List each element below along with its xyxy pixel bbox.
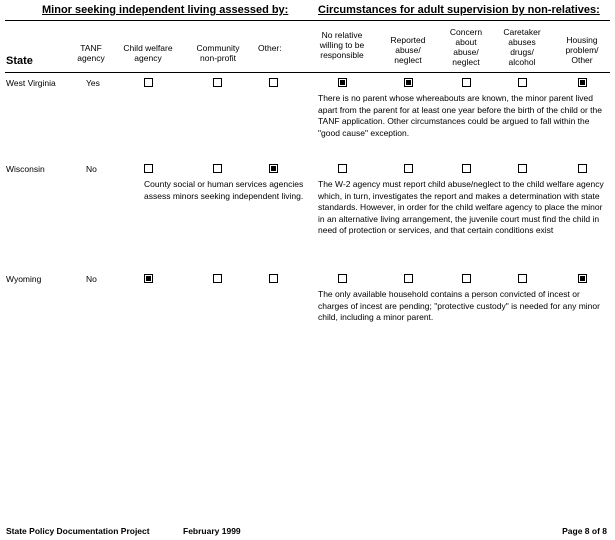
checkbox-caretaker-abuses-drugs-alcohol[interactable] [518,274,527,283]
header-rule-top [5,20,610,21]
row-note-right: There is no parent whose whereabouts are known, the minor parent lived apart from the parent for at least one year before the birth of the child or the TANF application. Other circumstances could be argued to fall within the "good cause" exception. [318,93,602,138]
checkbox-caretaker-abuses-drugs-alcohol[interactable] [518,78,527,87]
row-state-name: Wisconsin [6,164,45,174]
row-state-name: West Virginia [6,78,56,88]
column-header-tanf-agency [70,43,112,63]
checkbox-child-welfare-agency[interactable] [144,164,153,173]
checkbox-child-welfare-agency[interactable] [144,274,153,283]
checkbox-concern-about-abuse-neglect[interactable] [462,78,471,87]
checkbox-housing-problem-other[interactable] [578,164,587,173]
column-header-child-welfare-agency: Child welfare agency [123,43,173,63]
checkbox-housing-problem-other[interactable] [578,274,587,283]
row-state-name: Wyoming [6,274,42,284]
checkbox-no-relative-willing[interactable] [338,164,347,173]
footer-page-number: Page 8 of 8 [562,526,607,536]
checkbox-child-welfare-agency[interactable] [144,78,153,87]
checkbox-community-non-profit[interactable] [213,164,222,173]
column-header-tanf-agency-line1: TANF [80,43,102,53]
group-header-left: Minor seeking independent living assessed by: [42,4,289,16]
column-header-reported-abuse-neglect: Reported abuse/ neglect [390,35,426,65]
checkbox-reported-abuse-neglect[interactable] [404,274,413,283]
checkbox-other[interactable] [269,78,278,87]
group-header-right: Circumstances for adult supervision by non-relatives: [318,4,600,16]
column-header-no-relative-willing: No relative willing to be responsible [319,30,365,60]
row-note-right: The only available household contains a person convicted of incest or charges of incest are pending; "protective custody" is needed for any minor child, including a minor parent. [318,289,600,322]
checkbox-concern-about-abuse-neglect[interactable] [462,164,471,173]
footer-project-name: State Policy Documentation Project [6,526,150,536]
row-note-right: The W-2 agency must report child abuse/neglect to the child welfare agency which, in turn, investigates the report and makes a determination with state standards. However, in order for the child welfare agency to place the minor in an alternative living arrangement, the juvenile court must find the child in need of protection or services, and that certain conditions exist [318,179,604,235]
checkbox-no-relative-willing[interactable] [338,78,347,87]
column-header-concern-about-abuse-neglect: Concern about abuse/ neglect [449,27,483,67]
column-header-caretaker-abuses-drugs-alcohol: Caretaker abuses drugs/ alcohol [503,27,541,67]
checkbox-community-non-profit[interactable] [213,78,222,87]
row-tanf-value: No [86,164,97,174]
checkbox-other[interactable] [269,274,278,283]
header-rule-bottom [5,72,610,73]
checkbox-reported-abuse-neglect[interactable] [404,78,413,87]
row-note-left: County social or human services agencies assess minors seeking independent living. [144,179,304,201]
column-header-other: Other: [258,43,282,53]
column-header-state: State [6,55,33,67]
column-header-tanf-agency-line2: agency [77,53,105,63]
row-tanf-value: No [86,274,97,284]
group-header-row [0,2,615,20]
checkbox-other[interactable] [269,164,278,173]
checkbox-concern-about-abuse-neglect[interactable] [462,274,471,283]
footer-date: February 1999 [183,526,241,536]
checkbox-community-non-profit[interactable] [213,274,222,283]
checkbox-housing-problem-other[interactable] [578,78,587,87]
row-tanf-value: Yes [86,78,100,88]
checkbox-no-relative-willing[interactable] [338,274,347,283]
column-header-community-non-profit: Community non-profit [196,43,240,63]
checkbox-caretaker-abuses-drugs-alcohol[interactable] [518,164,527,173]
column-header-housing-problem-other: Housing problem/ Other [565,35,599,65]
checkbox-reported-abuse-neglect[interactable] [404,164,413,173]
